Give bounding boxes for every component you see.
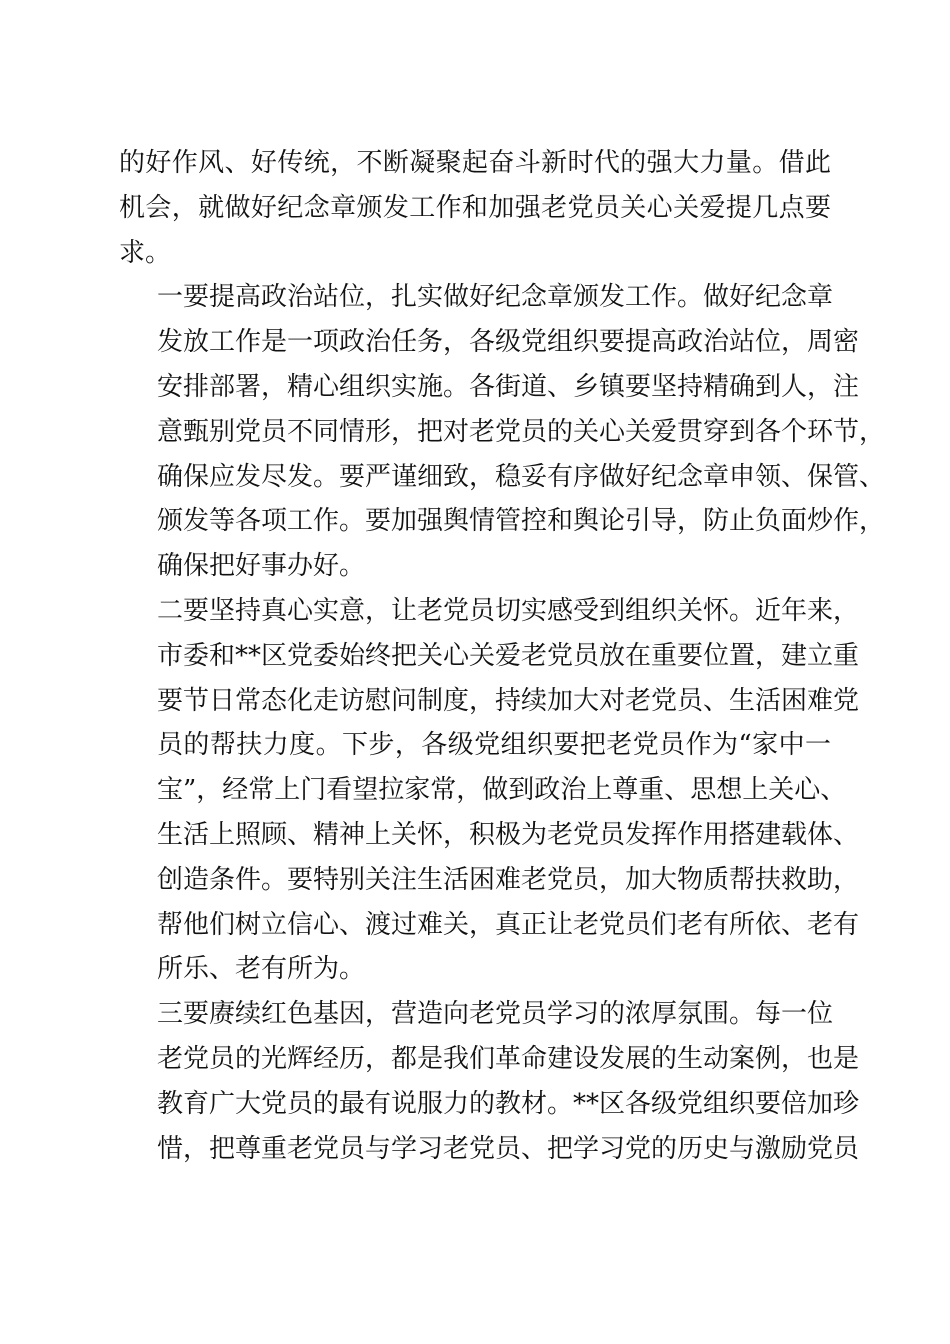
document-body xyxy=(119,141,886,1171)
text-line: 惜，把尊重老党员与学习老党员、把学习党的历史与激励党员 xyxy=(157,1133,860,1164)
text-line: 发放工作是一项政治任务，各级党组织要提高政治站位，周密 xyxy=(157,327,860,358)
text-line: 所乐、老有所为。 xyxy=(157,954,366,985)
text-line: 员的帮扶力度。下步，各级党组织要把老党员作为“家中一 xyxy=(157,730,831,761)
text-line: 的好作风、好传统，不断凝聚起奋斗新时代的强大力量。借此 xyxy=(119,148,831,178)
text-line: 老党员的光辉经历，都是我们革命建设发展的生动案例，也是 xyxy=(157,1043,860,1074)
text-line: 确保应发尽发。要严谨细致，稳妥有序做好纪念章申领、保管、 xyxy=(157,461,886,492)
paragraph-intro-continuation xyxy=(119,141,831,275)
text-line: 生活上照顾、精神上关怀，积极为老党员发挥作用搭建载体、 xyxy=(157,819,860,850)
text-line: 创造条件。要特别关注生活困难老党员，加大物质帮扶救助， xyxy=(157,864,860,895)
text-line: 帮他们树立信心、渡过难关，真正让老党员们老有所依、老有 xyxy=(157,909,860,940)
text-line: 要节日常态化走访慰问制度，持续加大对老党员、生活困难党 xyxy=(157,685,860,716)
text-line: 安排部署，精心组织实施。各街道、乡镇要坚持精确到人，注 xyxy=(157,371,860,402)
text-line: 三要赓续红色基因，营造向老党员学习的浓厚氛围。每一位 xyxy=(157,999,834,1030)
paragraph-point-three xyxy=(119,992,860,1171)
text-line: 一要提高政治站位，扎实做好纪念章颁发工作。做好纪念章 xyxy=(157,282,834,313)
text-line: 宝”，经常上门看望拉家常，做到政治上尊重、思想上关心、 xyxy=(157,775,847,806)
text-line: 颁发等各项工作。要加强舆情管控和舆论引导，防止负面炒作， xyxy=(157,506,886,537)
paragraph-point-one xyxy=(119,275,886,589)
text-line: 市委和**区党委始终把关心关爱老党员放在重要位置，建立重 xyxy=(157,640,860,671)
text-line: 教育广大党员的最有说服力的教材。**区各级党组织要倍加珍 xyxy=(157,1088,860,1119)
text-line: 二要坚持真心实意，让老党员切实感受到组织关怀。近年来， xyxy=(157,595,860,626)
text-line: 求。 xyxy=(119,237,172,268)
text-line: 机会，就做好纪念章颁发工作和加强老党员关心关爱提几点要 xyxy=(119,192,831,223)
text-line: 意甄别党员不同情形，把对老党员的关心关爱贯穿到各个环节， xyxy=(157,416,886,447)
text-line: 确保把好事办好。 xyxy=(157,551,366,582)
paragraph-point-two xyxy=(119,589,860,992)
